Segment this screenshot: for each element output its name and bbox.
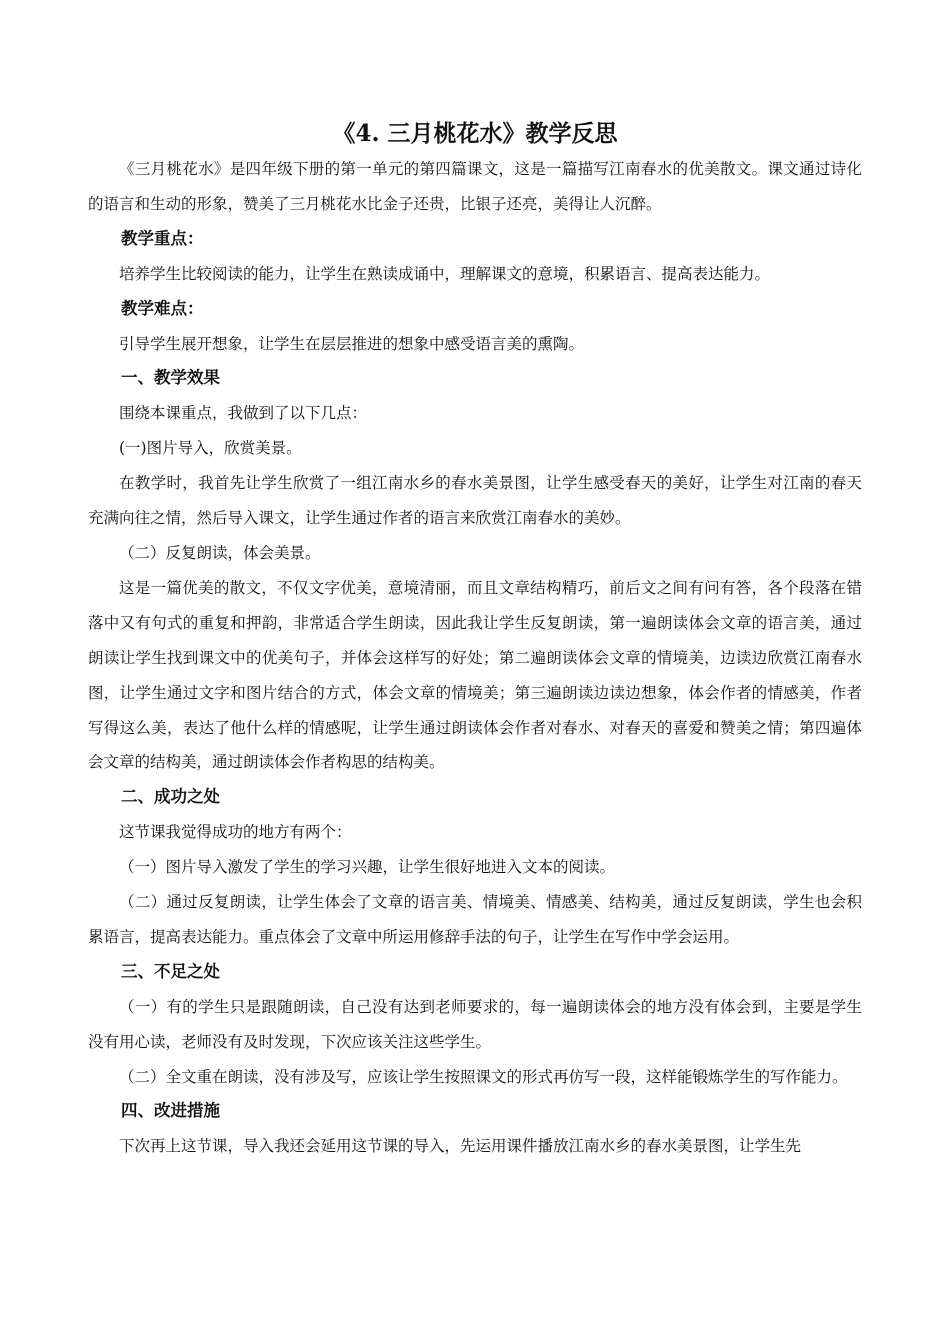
section-heading: 教学重点： bbox=[121, 228, 204, 248]
section-heading: 三、不足之处 bbox=[121, 961, 220, 981]
body-paragraph: 培养学生比较阅读的能力，让学生在熟读成诵中，理解课文的意境，积累语言、提高表达能力。 bbox=[119, 264, 771, 283]
body-paragraph: （二）通过反复朗读，让学生体会了文章的语言美、情境美、情感美、结构美，通过反复朗读，学生也会积累语言，提高表达能力。重点体会了文章中所运用修辞手法的句子，让学生在写作中学会运用。 bbox=[88, 893, 862, 946]
body-paragraph: 这节课我觉得成功的地方有两个： bbox=[119, 823, 352, 842]
body-paragraph: （二）反复朗读，体会美景。 bbox=[119, 543, 321, 562]
section-heading: 一、教学效果 bbox=[121, 368, 220, 388]
body-paragraph: （一）图片导入激发了学生的学习兴趣，让学生很好地进入文本的阅读。 bbox=[119, 858, 616, 877]
body-paragraph: 围绕本课重点，我做到了以下几点： bbox=[119, 404, 368, 423]
section-heading: 二、成功之处 bbox=[121, 787, 220, 807]
body-paragraph: 这是一篇优美的散文，不仅文字优美，意境清丽，而且文章结构精巧，前后文之间有问有答，各个段落在错落中又有句式的重复和押韵，非常适合学生朗读，因此我让学生反复朗读，第一遍朗读体会文章的语言美，通过朗读让学生找到课文中的优美句子，并体会这样写的好处；第二遍朗读体会文章的情境美，边读边欣赏江南春水图，让学生通过文字和图片结合的方式，体会文章的情境美；第三遍朗读边读边想象，体会作者的情感美，作者写得这么美，表达了他什么样的情感呢，让学生通过朗读体会作者对春水、对春天的喜爱和赞美之情；第四遍体会文章的结构美，通过朗读体会作者构思的结构美。 bbox=[88, 578, 862, 772]
document-body bbox=[88, 152, 862, 1164]
body-paragraph: 在教学时，我首先让学生欣赏了一组江南水乡的春水美景图，让学生感受春天的美好，让学生对江南的春天充满向往之情，然后导入课文，让学生通过作者的语言来欣赏江南春水的美妙。 bbox=[88, 474, 862, 528]
body-paragraph: (一)图片导入，欣赏美景。 bbox=[119, 439, 302, 458]
body-paragraph: 引导学生展开想象，让学生在层层推进的想象中感受语言美的熏陶。 bbox=[119, 334, 585, 353]
body-paragraph: 下次再上这节课，导入我还会延用这节课的导入，先运用课件播放江南水乡的春水美景图，让学生先 bbox=[119, 1137, 802, 1156]
body-paragraph: 《三月桃花水》是四年级下册的第一单元的第四篇课文，这是一篇描写江南春水的优美散文。课文通过诗化的语言和生动的形象，赞美了三月桃花水比金子还贵，比银子还亮，美得让人沉醉。 bbox=[88, 160, 862, 213]
body-paragraph: （一）有的学生只是跟随朗读，自己没有达到老师要求的，每一遍朗读体会的地方没有体会到，主要是学生没有用心读，老师没有及时发现，下次应该关注这些学生。 bbox=[88, 997, 862, 1051]
section-heading: 教学难点： bbox=[121, 298, 204, 318]
section-heading: 四、改进措施 bbox=[121, 1101, 220, 1121]
document-title: 《4. 三月桃花水》教学反思 bbox=[332, 120, 618, 147]
body-paragraph: （二）全文重在朗读，没有涉及写，应该让学生按照课文的形式再仿写一段，这样能锻炼学生的写作能力。 bbox=[119, 1067, 848, 1086]
